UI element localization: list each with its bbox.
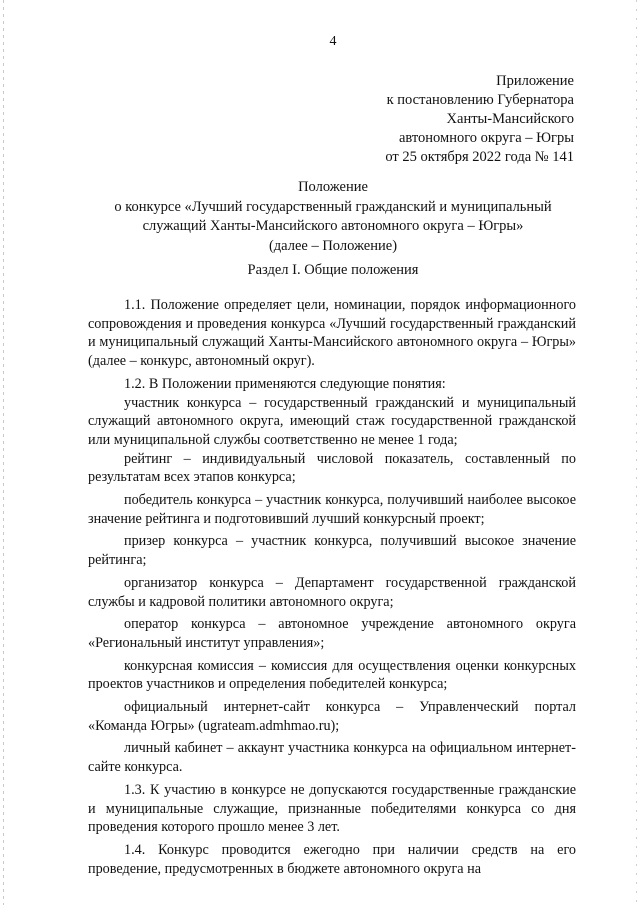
- title-line: Положение: [298, 179, 368, 195]
- definition-website: официальный интернет-сайт конкурса – Управленческий портал «Команда Югры» (ugrateam.admhmao.ru);: [88, 699, 576, 734]
- paragraph-1-2: 1.2. В Положении применяются следующие понятия:: [124, 375, 446, 392]
- paragraph-1-1: 1.1. Положение определяет цели, номинации, порядок информационного сопровождения и проведения конкурса «Лучший государственный гражданский и муниципальный служащий Ханты-Мансийского автономного округа – Югры» (далее – конкурс, автономный округ).: [88, 297, 576, 370]
- section-heading: Раздел I. Общие положения: [247, 262, 419, 278]
- document-title: [80, 178, 586, 256]
- paragraph-1-4: 1.4. Конкурс проводится ежегодно при наличии средств на его проведение, предусмотренных в бюджете автономного округа на: [88, 841, 576, 877]
- page-number: 4: [329, 34, 337, 49]
- appendix-line: автономного округа – Югры: [398, 130, 574, 146]
- appendix-line: Ханты-Мансийского: [446, 111, 574, 127]
- title-line: (далее – Положение): [268, 237, 398, 254]
- title-line: служащий Ханты-Мансийского автономного округа – Югры»: [142, 218, 524, 234]
- definition-personal-account: личный кабинет – аккаунт участника конкурса на официальном интернет-сайте конкурса.: [88, 740, 576, 776]
- definition-participant: участник конкурса – государственный гражданский и муниципальный служащий автономного округа, имеющий стаж государственной гражданской или муниципальной службы соответственно не менее 1 года;: [88, 394, 576, 448]
- appendix-line: от 25 октября 2022 года № 141: [385, 149, 574, 165]
- scan-edge-left: [3, 0, 4, 905]
- appendix-line: к постановлению Губернатора: [386, 92, 574, 108]
- title-line: о конкурсе «Лучший государственный гражданский и муниципальный: [114, 198, 552, 215]
- appendix-line: Приложение: [496, 73, 574, 89]
- document-body: [88, 296, 576, 882]
- definition-winner: победитель конкурса – участник конкурса, получивший наиболее высокое значение рейтинга и подготовивший лучший конкурсный проект;: [88, 492, 576, 527]
- definition-operator: оператор конкурса – автономное учреждение автономного округа «Региональный институт управления»;: [88, 616, 576, 651]
- definition-organizer: организатор конкурса – Департамент государственной гражданской службы и кадровой политики автономного округа;: [88, 574, 576, 610]
- definition-rating: рейтинг – индивидуальный числовой показатель, составленный по результатам всех этапов конкурса;: [88, 450, 576, 486]
- definition-commission: конкурсная комиссия – комиссия для осуществления оценки конкурсных проектов участников и определения победителей конкурса;: [88, 657, 576, 693]
- scan-edge-right: [636, 0, 637, 905]
- paragraph-1-3: 1.3. К участию в конкурсе не допускаются государственные гражданские и муниципальные служащие, признанные победителями конкурса со дня проведения которого прошло менее 3 лет.: [88, 781, 576, 836]
- definition-prizewinner: призер конкурса – участник конкурса, получивший высокое значение рейтинга;: [88, 533, 576, 569]
- appendix-block: [385, 72, 574, 167]
